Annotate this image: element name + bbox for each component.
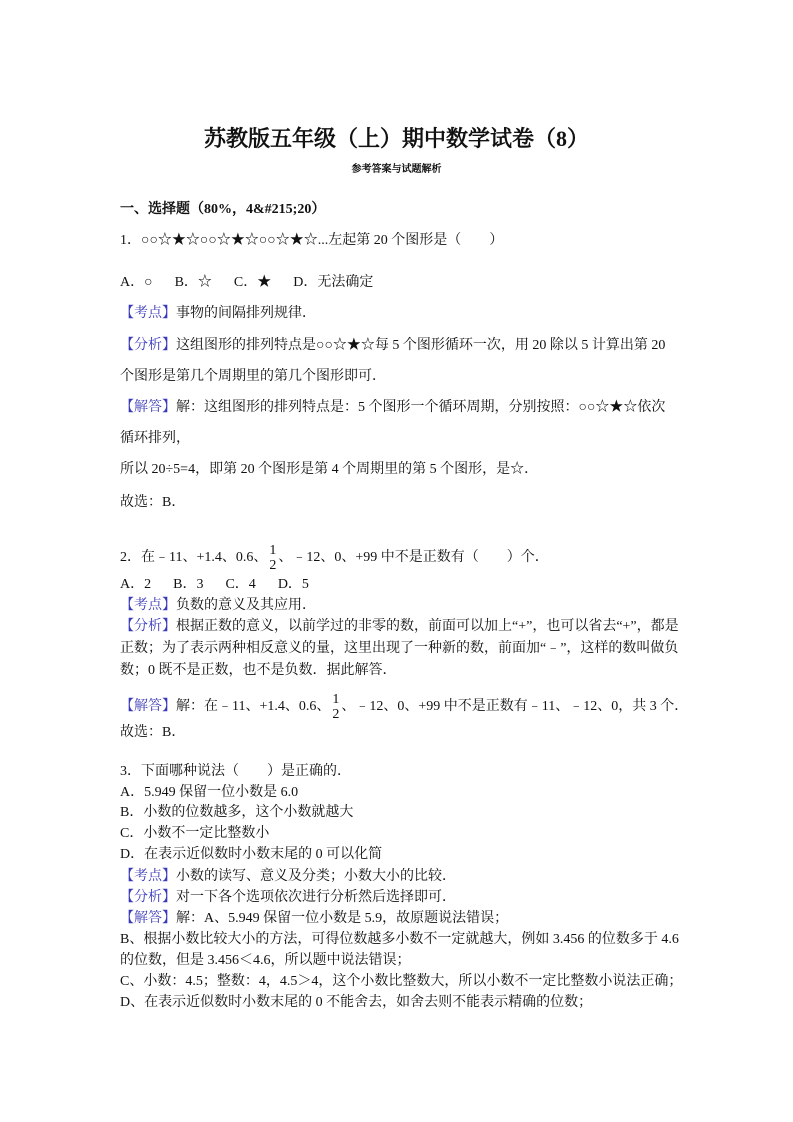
q2-fenxi-text: 根据正数的意义，以前学过的非零的数，前面可以加上“+”，也可以省去“+”，都是 bbox=[176, 619, 679, 634]
q3-question: 3．下面哪种说法（ ）是正确的． bbox=[120, 764, 351, 779]
q3-line-b-cont: 的位数，但是 3.456＜4.6，所以题中说法错误； bbox=[120, 953, 411, 968]
jieda-label: 【解答】 bbox=[120, 911, 176, 926]
fraction bbox=[332, 692, 339, 722]
q1-jieda-calc: 所以 20÷5=4，即第 20 个图形是第 4 个周期里的第 5 个图形，是☆． bbox=[120, 462, 539, 477]
kaodian-label: 【考点】 bbox=[120, 598, 176, 613]
q2-option-c: C．4 bbox=[225, 577, 256, 592]
q1-jieda bbox=[120, 399, 665, 417]
q1-options bbox=[120, 274, 395, 292]
q3-option-a: A．5.949 保留一位小数是 6.0 bbox=[120, 785, 299, 800]
fraction-denominator: 2 bbox=[332, 707, 340, 722]
q1-jieda-text: 解：这组图形的排列特点是：5 个图形一个循环周期，分别按照：○○☆★☆依次 bbox=[176, 400, 666, 415]
fraction-denominator: 2 bbox=[269, 558, 277, 573]
q3-line-b: B、根据小数比较大小的方法，可得位数越多小数不一定就越大，例如 3.456 的位数多于 4.6 bbox=[120, 932, 679, 947]
q1-fenxi bbox=[120, 337, 665, 355]
q2-option-b: B．3 bbox=[173, 577, 204, 592]
q3-kaodian-text: 小数的读写、意义及分类；小数大小的比较． bbox=[176, 869, 456, 884]
page-subtitle: 参考答案与试题解析 bbox=[351, 164, 442, 175]
q1-option-b: B．☆ bbox=[174, 275, 212, 290]
fraction-numerator: 1 bbox=[332, 692, 340, 707]
q2-option-d: D．5 bbox=[277, 577, 309, 592]
q1-fenxi-cont: 个图形是第几个周期里的第几个图形即可． bbox=[120, 369, 386, 384]
q3-kaodian bbox=[120, 868, 456, 886]
fenxi-label: 【分析】 bbox=[120, 619, 176, 634]
fraction-numerator: 1 bbox=[269, 543, 277, 558]
kaodian-label: 【考点】 bbox=[120, 869, 176, 884]
q2-question-post: 、﹣12、0、+99 中不是正数有（ ）个． bbox=[278, 550, 549, 566]
fenxi-label: 【分析】 bbox=[120, 338, 176, 353]
q3-fenxi bbox=[120, 889, 456, 907]
q3-line-c: C、小数：4.5；整数：4，4.5＞4，这个小数比整数大，所以小数不一定比整数小说法正确； bbox=[120, 974, 683, 989]
q3-option-b: B．小数的位数越多，这个小数就越大 bbox=[120, 805, 354, 820]
fraction bbox=[269, 543, 276, 573]
q3-option-c: C．小数不一定比整数小 bbox=[120, 826, 270, 841]
fenxi-label: 【分析】 bbox=[120, 890, 176, 905]
q1-option-d: D．无法确定 bbox=[293, 275, 374, 290]
jieda-label: 【解答】 bbox=[120, 400, 176, 415]
q1-kaodian bbox=[120, 305, 316, 323]
q3-jieda-text: 解：A、5.949 保留一位小数是 5.9，故原题说法错误； bbox=[176, 911, 509, 926]
section-heading: 一、选择题（80%，4&#215;20） bbox=[120, 202, 326, 217]
q2-answer: 故选：B． bbox=[120, 725, 186, 740]
q2-fenxi bbox=[120, 618, 679, 636]
q1-kaodian-text: 事物的间隔排列规律． bbox=[176, 306, 316, 321]
kaodian-label: 【考点】 bbox=[120, 306, 176, 321]
q2-fenxi-cont2: 数；0 既不是正数，也不是负数．据此解答． bbox=[120, 663, 397, 678]
q2-fenxi-cont: 正数；为了表示两种相反意义的量，这里出现了一种新的数，前面加“﹣”，这样的数叫做负 bbox=[120, 641, 679, 656]
q1-option-c: C．★ bbox=[233, 275, 272, 290]
q2-jieda-post: 、﹣12、0、+99 中不是正数有﹣11、﹣12、0，共 3 个． bbox=[341, 699, 689, 715]
q2-jieda bbox=[120, 692, 688, 722]
q2-option-a: A．2 bbox=[120, 577, 152, 592]
q1-answer: 故选：B． bbox=[120, 495, 186, 510]
page-title: 苏教版五年级（上）期中数学试卷（8） bbox=[203, 126, 589, 151]
q3-fenxi-text: 对一下各个选项依次进行分析然后选择即可． bbox=[176, 890, 456, 905]
q2-jieda-pre: 解：在﹣11、+1.4、0.6、 bbox=[176, 699, 331, 715]
q3-option-d: D．在表示近似数时小数末尾的 0 可以化简 bbox=[120, 847, 383, 862]
q2-kaodian bbox=[120, 597, 316, 615]
jieda-label: 【解答】 bbox=[120, 699, 176, 715]
q1-jieda-cont: 循环排列， bbox=[120, 431, 190, 446]
q1-option-a: A．○ bbox=[120, 275, 153, 290]
q3-jieda bbox=[120, 910, 508, 928]
q2-question bbox=[120, 543, 549, 573]
q3-line-d: D、在表示近似数时小数末尾的 0 不能舍去，如舍去则不能表示精确的位数； bbox=[120, 995, 593, 1010]
q1-fenxi-text: 这组图形的排列特点是○○☆★☆每 5 个图形循环一次，用 20 除以 5 计算出第 20 bbox=[176, 338, 666, 353]
q2-options bbox=[120, 576, 331, 594]
q2-kaodian-text: 负数的意义及其应用． bbox=[176, 598, 316, 613]
q2-question-pre: 2．在﹣11、+1.4、0.6、 bbox=[120, 550, 268, 566]
q1-question: 1．○○☆★☆○○☆★☆○○☆★☆...左起第 20 个图形是（ ） bbox=[120, 233, 504, 248]
